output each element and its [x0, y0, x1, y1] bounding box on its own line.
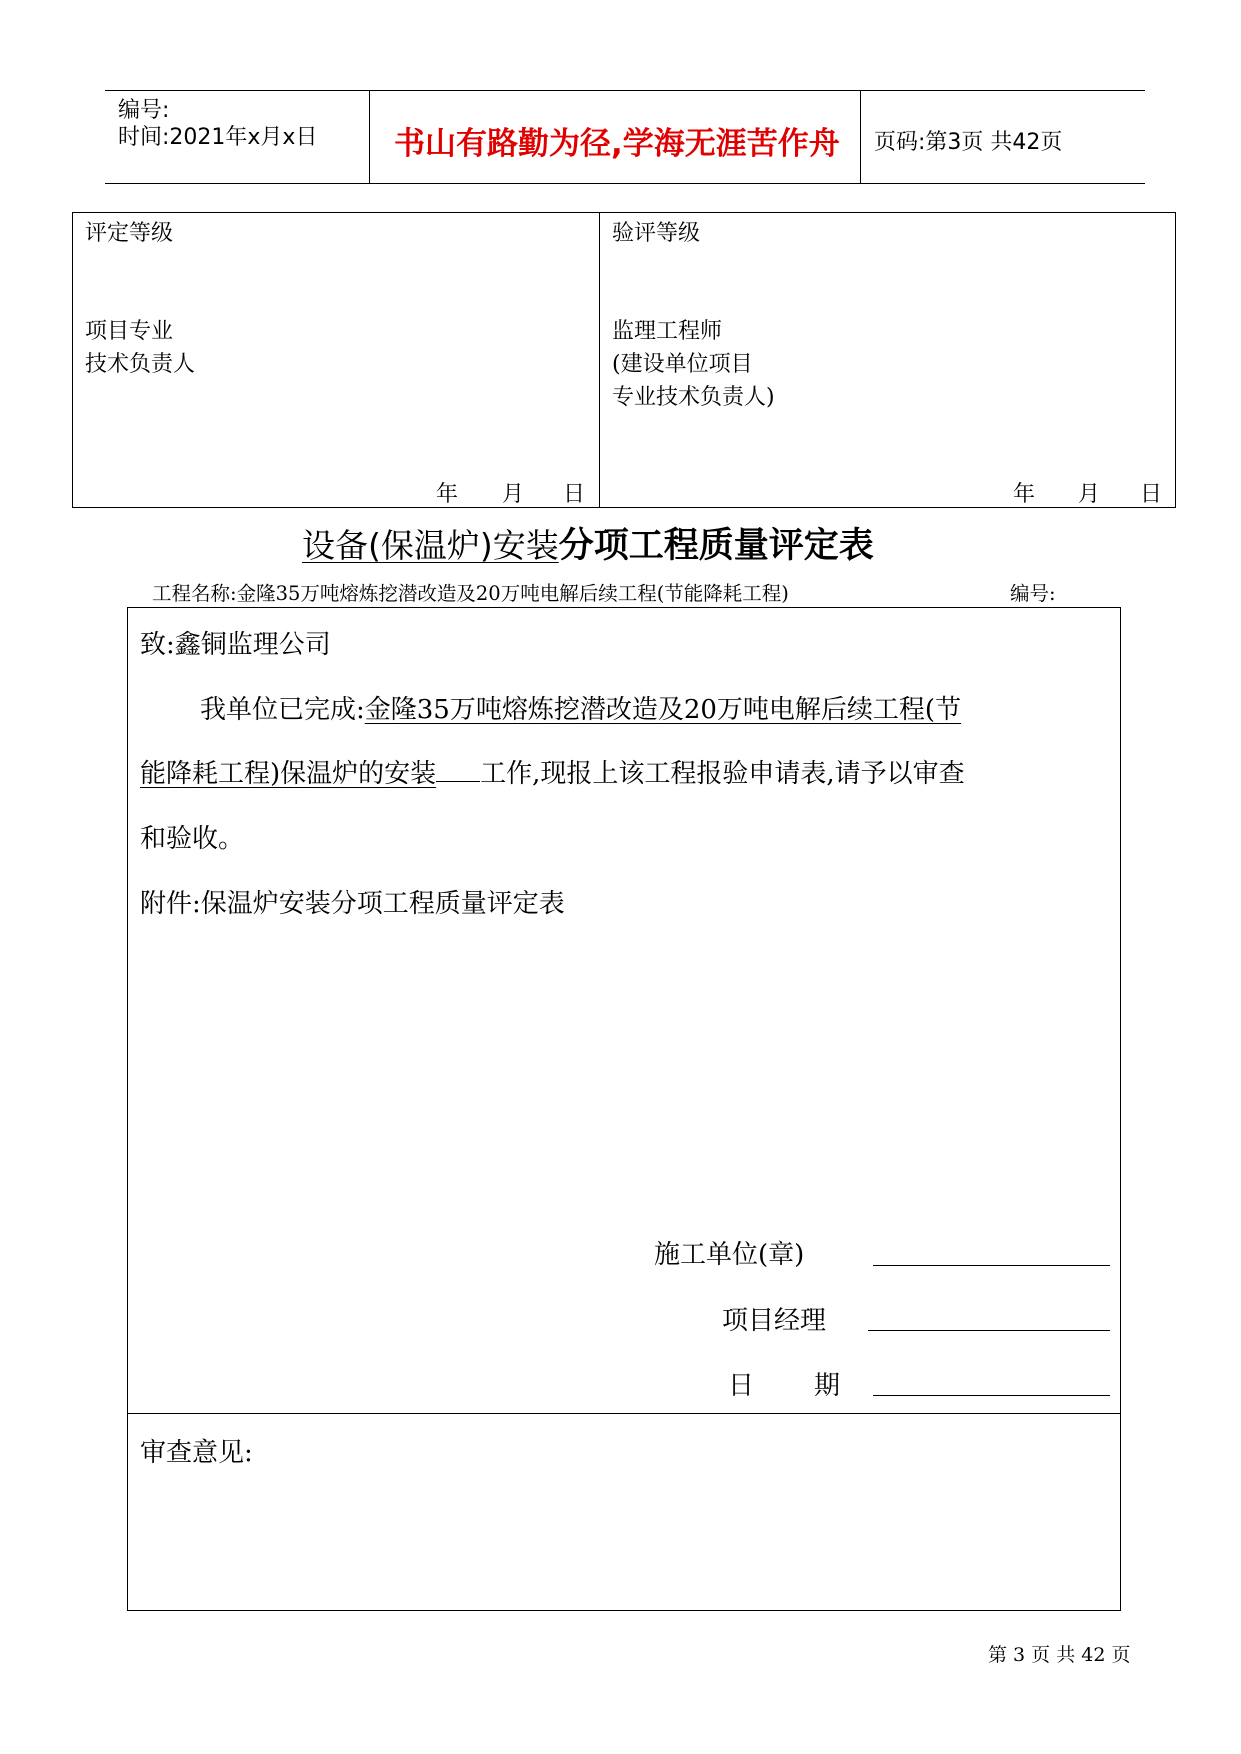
body-prefix: 我单位已完成: — [200, 695, 365, 725]
signature-manager-line[interactable] — [868, 1330, 1110, 1331]
header-top-rule — [105, 90, 1145, 91]
right-date-month: 月 — [1078, 482, 1101, 507]
left-date-year: 年 — [436, 482, 459, 507]
header-number-label: 编号: — [118, 98, 170, 123]
footer-page: 第 3 页 共 42 页 — [988, 1644, 1131, 1666]
header-time: 时间:2021年x月x日 — [118, 125, 318, 150]
header-page-label: 页码:第3页 共42页 — [874, 130, 1063, 155]
form-title-part2: 分项工程质量评定表 — [558, 526, 874, 566]
left-person-line1: 项目专业 — [85, 319, 174, 344]
left-date-day: 日 — [563, 482, 586, 507]
left-person-line2: 技术负责人 — [85, 352, 196, 377]
body-suffix: 工作,现报上该工程报验申请表,请予以审查 — [480, 759, 965, 789]
body-underlined-2: 能降耗工程)保温炉的安装 — [140, 759, 437, 789]
header-divider-left — [369, 90, 370, 183]
right-grade-label: 验评等级 — [612, 221, 701, 246]
attachment-line: 附件:保温炉安装分项工程质量评定表 — [140, 889, 565, 919]
right-person-line1: 监理工程师 — [612, 319, 723, 344]
signature-unit-line[interactable] — [873, 1265, 1110, 1266]
left-grade-label: 评定等级 — [85, 221, 174, 246]
signature-date-char2: 期 — [814, 1371, 841, 1401]
top-table-divider — [599, 212, 600, 508]
review-label: 审查意见: — [140, 1438, 253, 1468]
header-bottom-rule — [105, 183, 1145, 184]
header-divider-right — [860, 90, 861, 183]
body-line1 — [200, 689, 961, 726]
form-title — [302, 518, 874, 568]
signature-manager-label: 项目经理 — [722, 1306, 827, 1336]
to-line: 致:鑫铜监理公司 — [140, 630, 331, 660]
right-date-year: 年 — [1013, 482, 1036, 507]
form-title-part1: 设备(保温炉)安装 — [302, 526, 559, 565]
signature-unit-label: 施工单位(章) — [654, 1240, 805, 1270]
body-line2 — [140, 753, 965, 790]
body-underline-gap — [436, 781, 480, 782]
body-line3: 和验收。 — [140, 824, 245, 854]
form-section-divider — [127, 1413, 1121, 1414]
body-underlined-1: 金隆35万吨熔炼挖潜改造及20万吨电解后续工程(节 — [364, 695, 962, 725]
right-date-day: 日 — [1140, 482, 1163, 507]
right-person-line3: 专业技术负责人) — [612, 385, 775, 410]
right-person-line2: (建设单位项目 — [612, 352, 753, 377]
left-date-month: 月 — [502, 482, 525, 507]
form-number-label: 编号: — [1010, 582, 1056, 605]
signature-date-line[interactable] — [873, 1395, 1110, 1396]
header-motto: 书山有路勤为径,学海无涯苦作舟 — [394, 126, 840, 162]
project-name: 工程名称:金隆35万吨熔炼挖潜改造及20万吨电解后续工程(节能降耗工程) — [152, 582, 789, 605]
signature-date-char1: 日 — [728, 1371, 755, 1401]
